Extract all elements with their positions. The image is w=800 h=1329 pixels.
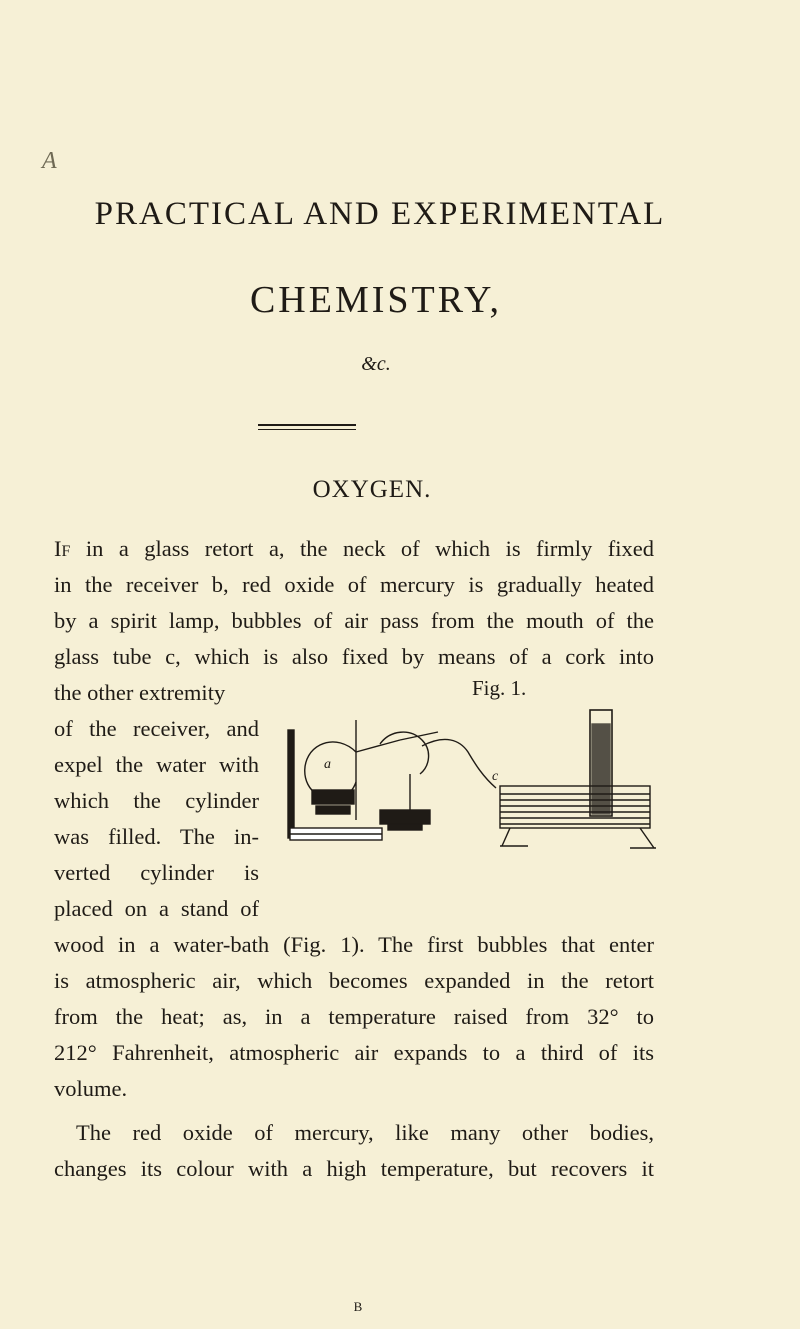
- text-line: glass tube c, which is also fixed by means of a cork into: [54, 644, 654, 669]
- figure-label-a: a: [324, 757, 331, 772]
- lead-word: If: [54, 536, 71, 561]
- text-line: changes its colour with a high temperature, but recovers it: [54, 1156, 654, 1181]
- text-line: The red oxide of mercury, like many other bodies,: [76, 1120, 654, 1145]
- title-line-2: CHEMISTRY,: [249, 279, 503, 321]
- text-line: is atmospheric air, which becomes expanded in the retort: [54, 968, 654, 993]
- text-line: of the receiver, and: [54, 716, 259, 741]
- corner-mark: A: [42, 148, 57, 174]
- figure-label-c: c: [492, 769, 499, 784]
- etcetera-mark: &c.: [361, 353, 391, 375]
- text-line: by a spirit lamp, bubbles of air pass from the mouth of the: [54, 608, 654, 633]
- text-line: from the heat; as, in a temperature raised from 32° to: [54, 1004, 654, 1029]
- text-line: which the cylinder: [54, 788, 259, 813]
- text-line: placed on a stand of: [54, 896, 259, 921]
- figure-illustration: [260, 700, 658, 860]
- signature-mark: B: [353, 1299, 363, 1314]
- section-heading: OXYGEN.: [312, 476, 432, 503]
- text-line: verted cylinder is: [54, 860, 259, 885]
- text-line: was filled. The in-: [54, 824, 259, 849]
- text-line: wood in a water-bath (Fig. 1). The first bubbles that enter: [54, 932, 654, 957]
- text-line: If in a glass retort a, the neck of which is firmly fixed: [54, 536, 654, 561]
- retort-apparatus-figure: [260, 700, 658, 860]
- text-line: in the receiver b, red oxide of mercury is gradually heated: [54, 572, 654, 597]
- text-line: the other extremity: [54, 680, 226, 705]
- text-line: volume.: [54, 1076, 128, 1101]
- title-line-1: PRACTICAL AND EXPERIMENTAL: [94, 196, 666, 232]
- text-line: 212° Fahrenheit, atmospheric air expands to a third of its: [54, 1040, 654, 1065]
- figure-caption: Fig. 1.: [472, 676, 527, 700]
- double-rule-divider: [258, 424, 356, 431]
- text-line: expel the water with: [54, 752, 259, 777]
